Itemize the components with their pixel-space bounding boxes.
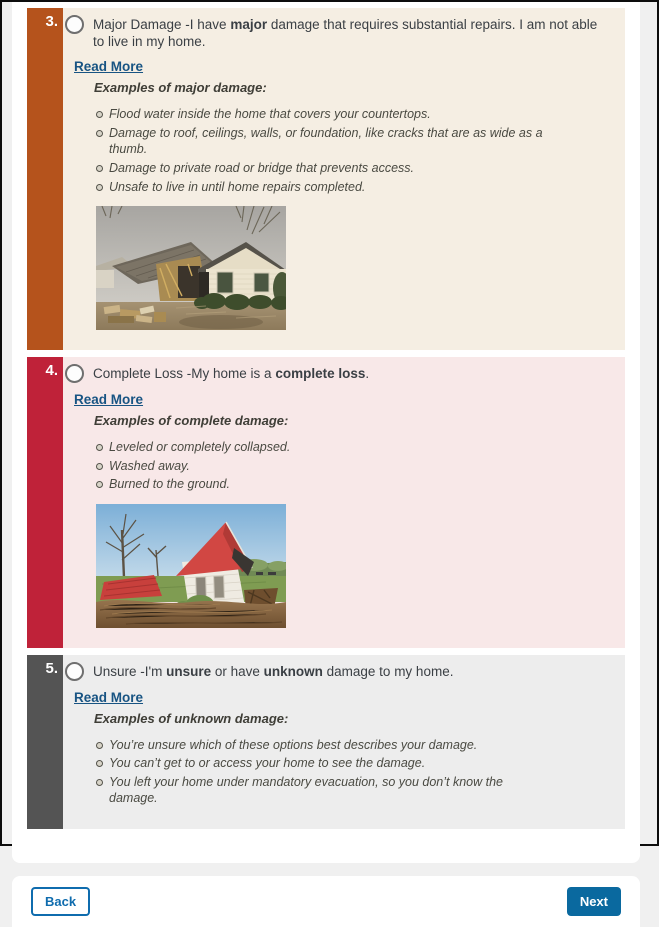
examples-heading: Examples of unknown damage:: [94, 710, 289, 726]
example-item: Washed away.: [109, 458, 549, 474]
examples-heading: Examples of complete damage:: [94, 412, 289, 428]
damage-option: [27, 8, 625, 350]
read-more-link[interactable]: Read More: [74, 689, 144, 705]
complete-loss-house-photo: [96, 504, 286, 628]
main-card: [12, 2, 640, 863]
options-list: [27, 8, 625, 829]
footer-card: [12, 876, 640, 927]
example-item: You left your home under mandatory evacuation, so you don’t know the damage.: [109, 774, 549, 807]
examples-list: [65, 106, 565, 195]
option-number-stripe: [27, 655, 63, 830]
option-content: [63, 8, 625, 350]
option-number: 4.: [45, 361, 58, 379]
next-button[interactable]: Next: [567, 887, 621, 916]
option-number-stripe: [27, 8, 63, 350]
example-item: Damage to roof, ceilings, walls, or foundation, like cracks that are as wide as a thumb.: [109, 125, 549, 158]
read-more-link[interactable]: Read More: [74, 391, 144, 407]
examples-list: [65, 439, 565, 493]
damage-option: [27, 357, 625, 648]
damage-option-label[interactable]: Complete Loss -My home is a complete loss.: [93, 365, 370, 381]
damage-option-label[interactable]: Major Damage -I have major damage that requires substantial repairs. I am not able to live in my home.: [93, 17, 598, 49]
option-number-stripe: [27, 357, 63, 648]
example-item: Damage to private road or bridge that prevents access.: [109, 160, 549, 176]
examples-heading: Examples of major damage:: [94, 80, 267, 95]
example-item: You can’t get to or access your home to see the damage.: [109, 755, 549, 771]
major-damage-house-photo: [96, 206, 286, 330]
damage-option-label[interactable]: Unsure -I'm unsure or have unknown damage to my home.: [93, 663, 454, 679]
damage-option-radio[interactable]: [65, 15, 84, 34]
option-number: 5.: [45, 659, 58, 677]
damage-option: [27, 655, 625, 830]
examples-list: [65, 737, 565, 807]
option-content: [63, 655, 625, 830]
example-item: Burned to the ground.: [109, 476, 549, 492]
damage-option-radio[interactable]: [65, 364, 84, 383]
option-number: 3.: [45, 13, 58, 30]
example-item: Flood water inside the home that covers your countertops.: [109, 106, 549, 122]
example-item: Leveled or completely collapsed.: [109, 439, 549, 455]
example-item: Unsafe to live in until home repairs completed.: [109, 179, 549, 195]
back-button[interactable]: Back: [31, 887, 90, 916]
read-more-link[interactable]: Read More: [74, 59, 144, 74]
damage-option-radio[interactable]: [65, 662, 84, 681]
example-item: You’re unsure which of these options best describes your damage.: [109, 737, 549, 753]
option-content: [63, 357, 625, 648]
